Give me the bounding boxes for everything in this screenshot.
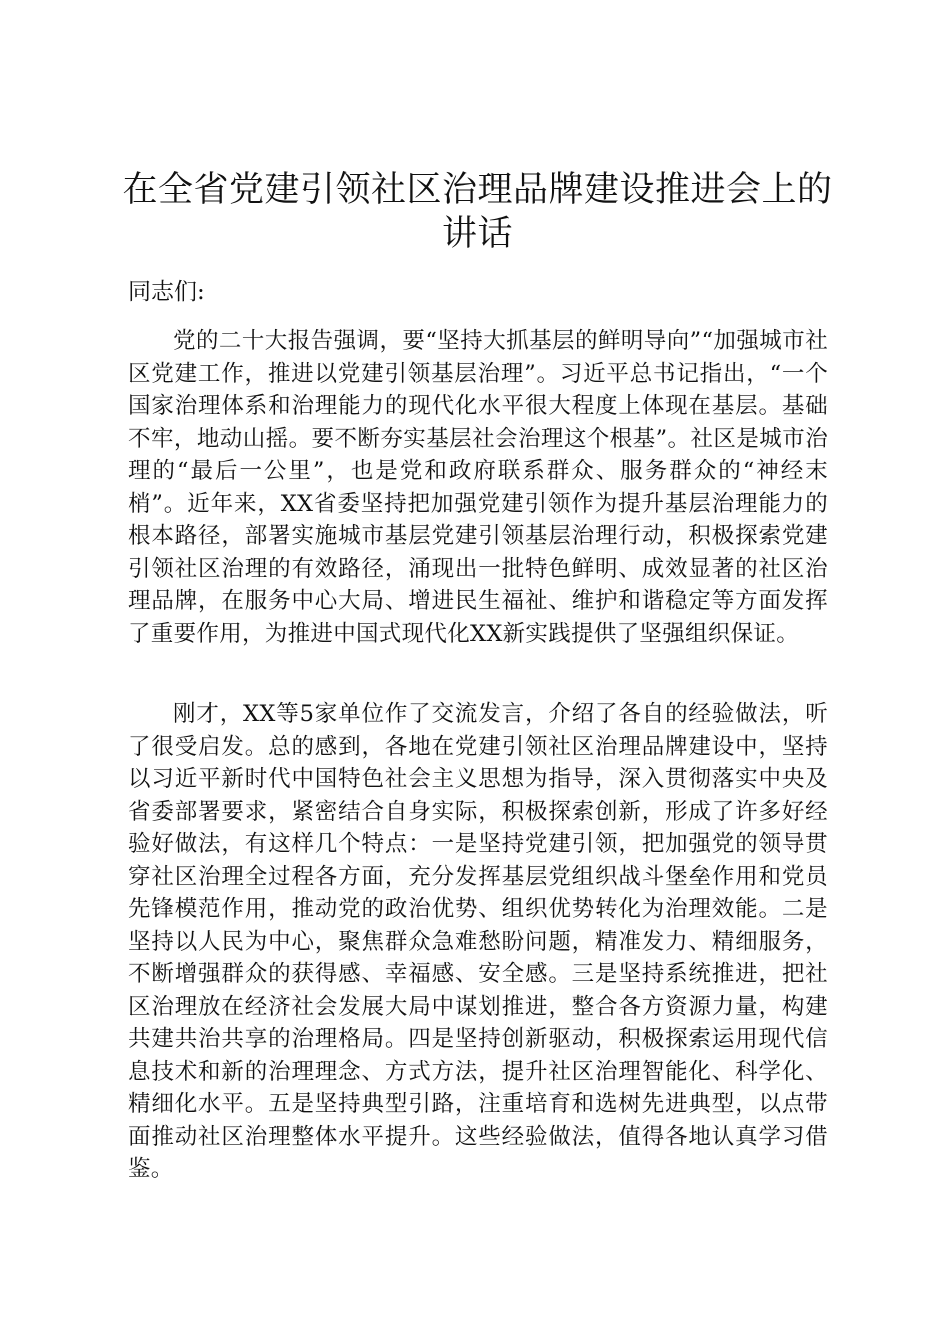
body-paragraph-1: 党的二十大报告强调，要“坚持大抓基层的鲜明导向”“加强城市社区党建工作，推进以党建引领基层治理”。习近平总书记指出，“一个国家治理体系和治理能力的现代化水平很大程度上体现在基层。基础不牢，地动山摇。要不断夯实基层社会治理这个根基”。社区是城市治理的“最后一公里”，也是党和政府联系群众、服务群众的“神经末梢”。近年来，XX省委坚持把加强党建引领作为提升基层治理能力的根本路径，部署实施城市基层党建引领基层治理行动，积极探索党建引领社区治理的有效路径，涌现出一批特色鲜明、成效显著的社区治理品牌，在服务中心大局、增进民生福祉、维护和谐稳定等方面发挥了重要作用，为推进中国式现代化XX新实践提供了坚强组织保证。 bbox=[128, 328, 828, 647]
document-title: 在全省党建引领社区治理品牌建设推进会上的讲话 bbox=[122, 170, 833, 254]
greeting: 同志们: bbox=[128, 279, 205, 305]
body-paragraph-2: 刚才，XX等5家单位作了交流发言，介绍了各自的经验做法，听了很受启发。总的感到，各地在党建引领社区治理品牌建设中，坚持以习近平新时代中国特色社会主义思想为指导，深入贯彻落实中央及省委部署要求，紧密结合自身实际，积极探索创新，形成了许多好经验好做法，有这样几个特点：一是坚持党建引领，把加强党的领导贯穿社区治理全过程各方面，充分发挥基层党组织战斗堡垒作用和党员先锋模范作用，推动党的政治优势、组织优势转化为治理效能。二是坚持以人民为中心，聚焦群众急难愁盼问题，精准发力、精细服务，不断增强群众的获得感、幸福感、安全感。三是坚持系统推进，把社区治理放在经济社会发展大局中谋划推进，整合各方资源力量，构建共建共治共享的治理格局。四是坚持创新驱动，积极探索运用现代信息技术和新的治理理念、方式方法，提升社区治理智能化、科学化、精细化水平。五是坚持典型引路，注重培育和选树先进典型，以点带面推动社区治理整体水平提升。这些经验做法，值得各地认真学习借鉴。 bbox=[128, 701, 828, 1182]
